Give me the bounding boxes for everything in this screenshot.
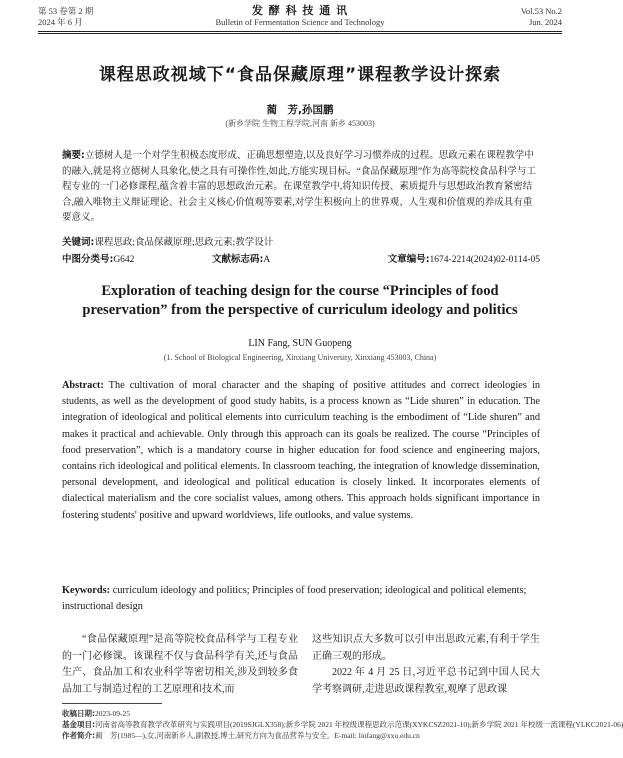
volume-en: Vol.53 No.2 bbox=[520, 6, 562, 16]
abstract-en-text: The cultivation of moral character and the shaping of positive attitudes and correct ideologies in students, as well as the development of good study habits, is a process known as “Lide shuren” in education. The integration of ideological and political elements into curriculum teaching is the embodiment of “Lide shuren” and makes it practical and achievable. Only through this approach can its goals be realized. The course “Principles of food preservation”, which is a mandatory course in higher education for food science and engineering majors, contains rich ideological and political elements. In classroom teaching, the integration of knowledge dissemination, personal development, and ideological and political education is closely linked. It incorporates elements of dialectical materialism and the core socialist values, among others. This approach holds significant importance in fostering students' positive and upward worldviews, life outlooks, and value systems. bbox=[62, 380, 540, 521]
abstract-cn-text: 立德树人是一个对学生积极态度形成、正确思想塑造,以及良好学习习惯养成的过程。思政元素在课程教学中的融入,就是将立德树人具象化,使之具有可操作性,如此,方能实现目标。“食品保藏原理”作为高等院校食品科学与工程专业的一门必修课程,蕴含着丰富的思想政治元素。在课堂教学中,将知识传授、素质提升与思想政治教育紧密结合,融入唯物主义辩证理论、社会主义核心价值观等要素,对学生积极向上的世界观、人生观和价值观的养成具有重要意义。 bbox=[62, 151, 536, 223]
keywords-cn-label: 关键词: bbox=[62, 237, 95, 248]
doc-value: A bbox=[263, 255, 271, 265]
keywords-cn bbox=[62, 234, 540, 248]
article-label: 文章编号: bbox=[387, 254, 430, 265]
clc-value: G642 bbox=[113, 255, 135, 265]
header-rule-bottom bbox=[38, 33, 562, 34]
authors-en: LIN Fang, SUN Guopeng bbox=[248, 338, 352, 349]
paper-title-cn: 课程思政视域下“食品保藏原理”课程教学设计探索 bbox=[98, 65, 502, 85]
body-right-paragraph-2: 2022 年 4 月 25 日,习近平总书记到中国人民大学考察调研,走进思政课程教室,观摩了思政课 bbox=[312, 667, 540, 695]
affiliation-cn: (新乡学院 生物工程学院,河南 新乡 453003) bbox=[225, 119, 375, 128]
body-right-column bbox=[312, 632, 540, 698]
keywords-en bbox=[62, 583, 540, 615]
footnotes bbox=[62, 708, 623, 741]
paper-title-en: Exploration of teaching design for the course “Principles of food preservation” from the perspective of curriculum ideology and politics bbox=[82, 283, 518, 318]
volume-cn: 第 53 卷第 2 期 bbox=[38, 6, 94, 16]
abstract-cn bbox=[62, 148, 540, 227]
date-cn: 2024 年 6 月 bbox=[38, 16, 83, 27]
received-value: 2023-09-25 bbox=[95, 709, 130, 718]
author-value: 蔺 芳(1985—),女,河南新乡人,副教授,博士,研究方向为食品营养与安全。E-mail: linfang@xxu.edu.cn bbox=[95, 731, 420, 740]
clc-label: 中图分类号: bbox=[62, 254, 114, 265]
fund-label: 基金项目: bbox=[62, 720, 95, 729]
footnote-fund bbox=[62, 719, 623, 730]
article-value: 1674-2214(2024)02-0114-05 bbox=[429, 255, 540, 265]
journal-name-cn: 发 酵 科 技 通 讯 bbox=[251, 4, 349, 17]
footnote-author bbox=[62, 730, 540, 741]
abstract-cn-label: 摘要: bbox=[62, 150, 85, 161]
header-rule-top bbox=[38, 31, 562, 32]
body-right-paragraph-1: 这些知识点大多数可以引申出思政元素,有利于学生正确三观的形成。 bbox=[312, 634, 540, 662]
authors-cn: 蔺 芳,孙国鹏 bbox=[266, 104, 334, 116]
keywords-cn-text: 课程思政;食品保藏原理;思政元素;教学设计 bbox=[94, 238, 274, 248]
fund-value: 河南省高等教育教学改革研究与实践项目(2019SJGLX358);新乡学院 2021 年校级课程思政示范课(XYKCSZ2021-10);新乡学院 2021 年校级一流课程(YLKC2021-06) bbox=[95, 720, 623, 729]
article-number bbox=[388, 251, 540, 265]
document-code bbox=[212, 251, 270, 265]
received-label: 收稿日期: bbox=[62, 709, 95, 718]
header-journal bbox=[0, 4, 600, 27]
date-en: Jun. 2024 bbox=[528, 16, 562, 27]
author-label: 作者简介: bbox=[62, 731, 95, 740]
footnote-rule bbox=[62, 703, 162, 704]
keywords-en-label: Keywords: bbox=[62, 585, 111, 596]
affiliation-en: (1. School of Biological Engineering, Xinxiang University, Xinxiang 453003, China) bbox=[163, 353, 437, 362]
body-left-column: “食品保藏原理”是高等院校食品科学与工程专业的一门必修课。该课程不仅与食品科学有关,还与食品生产、食品加工和农业科学等密切相关,涉及到较多食品加工与制造过程的工艺原理和技术,而 bbox=[62, 634, 298, 695]
clc-number bbox=[62, 251, 134, 265]
journal-name-en: Bulletin of Fermentation Science and Technology bbox=[215, 17, 385, 27]
keywords-en-text: curriculum ideology and politics; Principles of food preservation; ideological and political elements; instructional design bbox=[62, 585, 527, 613]
footnote-received bbox=[62, 708, 540, 719]
doc-label: 文献标志码: bbox=[212, 254, 264, 265]
header-volume-en bbox=[521, 6, 562, 27]
abstract-en-label: Abstract: bbox=[62, 380, 104, 391]
abstract-en bbox=[62, 378, 540, 524]
